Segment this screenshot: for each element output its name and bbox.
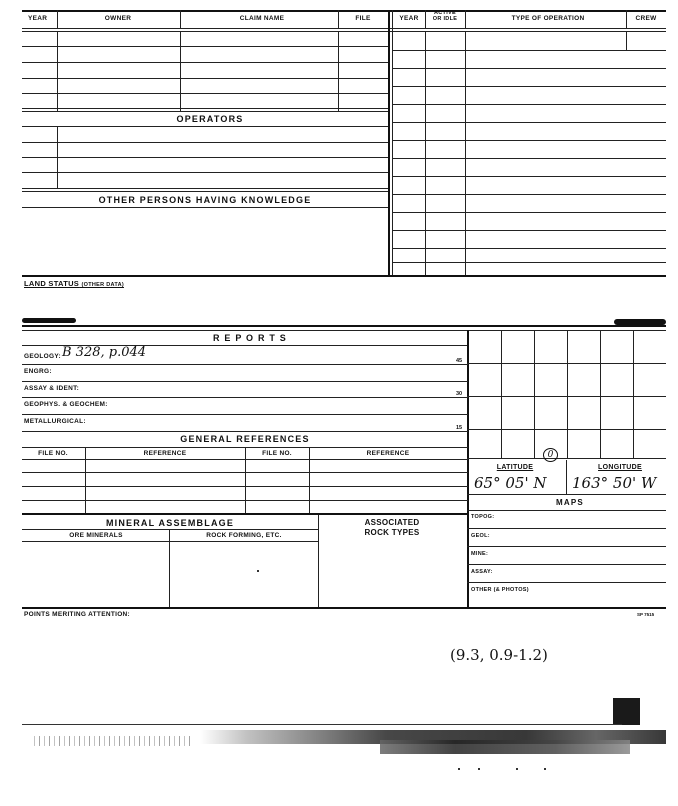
maps-other-label: OTHER (& PHOTOS) bbox=[471, 587, 529, 593]
maps-topog-label: TOPOG: bbox=[471, 514, 495, 520]
maps-geol-label: GEOL: bbox=[471, 533, 490, 539]
col-year: YEAR bbox=[28, 15, 48, 22]
mineral-assemblage-heading: MINERAL ASSEMBLAGE bbox=[105, 518, 235, 528]
handwritten-note: (9.3, 0.9-1.2) bbox=[450, 646, 548, 664]
ref-reference-header: REFERENCE bbox=[143, 450, 187, 457]
land-status-title: LAND STATUS bbox=[24, 279, 80, 288]
longitude-value: 163° 50' W bbox=[572, 474, 657, 492]
maps-heading: MAPS bbox=[556, 498, 584, 507]
associated-rock-types-heading: ASSOCIATED ROCK TYPES bbox=[364, 518, 420, 537]
circle-mark: 0 bbox=[543, 448, 558, 462]
land-status-subtitle: (OTHER DATA) bbox=[81, 282, 124, 288]
general-references-heading: GENERAL REFERENCES bbox=[180, 434, 310, 444]
ref-file-no-header: FILE NO. bbox=[38, 450, 68, 457]
col-type-of-operation: TYPE OF OPERATION bbox=[511, 15, 585, 22]
col-crew: CREW bbox=[635, 15, 657, 22]
geology-label: GEOLOGY: bbox=[24, 353, 61, 360]
col-owner: OWNER bbox=[104, 15, 132, 22]
ref-file-no-header-2: FILE NO. bbox=[262, 450, 292, 457]
rock-forming-header: ROCK FORMING, ETC. bbox=[206, 532, 282, 539]
metallurgical-number: 15 bbox=[456, 425, 463, 431]
metallurgical-label: METALLURGICAL: bbox=[24, 418, 86, 425]
reports-heading: R E P O R T S bbox=[213, 333, 287, 343]
land-status-label bbox=[24, 279, 124, 288]
latitude-value: 65° 05' N bbox=[474, 474, 547, 492]
maps-assay-label: ASSAY: bbox=[471, 569, 493, 575]
col-year-2: YEAR bbox=[399, 15, 419, 22]
ink-smudge-left bbox=[22, 318, 76, 323]
geophys-label: GEOPHYS. & GEOCHEM: bbox=[24, 401, 108, 408]
operators-heading: OPERATORS bbox=[176, 114, 244, 124]
points-meriting-attention-label: POINTS MERITING ATTENTION: bbox=[24, 611, 131, 618]
form-number: SP 7515 bbox=[637, 612, 655, 617]
ore-minerals-header: ORE MINERALS bbox=[69, 532, 123, 539]
assay-number: 30 bbox=[456, 391, 463, 397]
latitude-label: LATITUDE bbox=[496, 464, 534, 471]
col-claim-name: CLAIM NAME bbox=[239, 15, 285, 22]
other-persons-heading: OTHER PERSONS HAVING KNOWLEDGE bbox=[98, 195, 312, 205]
maps-mine-label: MINE: bbox=[471, 551, 489, 557]
col-file: FILE bbox=[355, 15, 371, 22]
longitude-label: LONGITUDE bbox=[598, 464, 642, 471]
col-active-idle: ACTIVE OR IDLE bbox=[432, 10, 458, 22]
geology-number: 45 bbox=[456, 358, 463, 364]
geology-value: B 328, p.044 bbox=[62, 345, 147, 360]
assay-label: ASSAY & IDENT: bbox=[24, 385, 80, 392]
engrg-label: ENGRG: bbox=[24, 368, 52, 375]
ref-reference-header-2: REFERENCE bbox=[366, 450, 410, 457]
